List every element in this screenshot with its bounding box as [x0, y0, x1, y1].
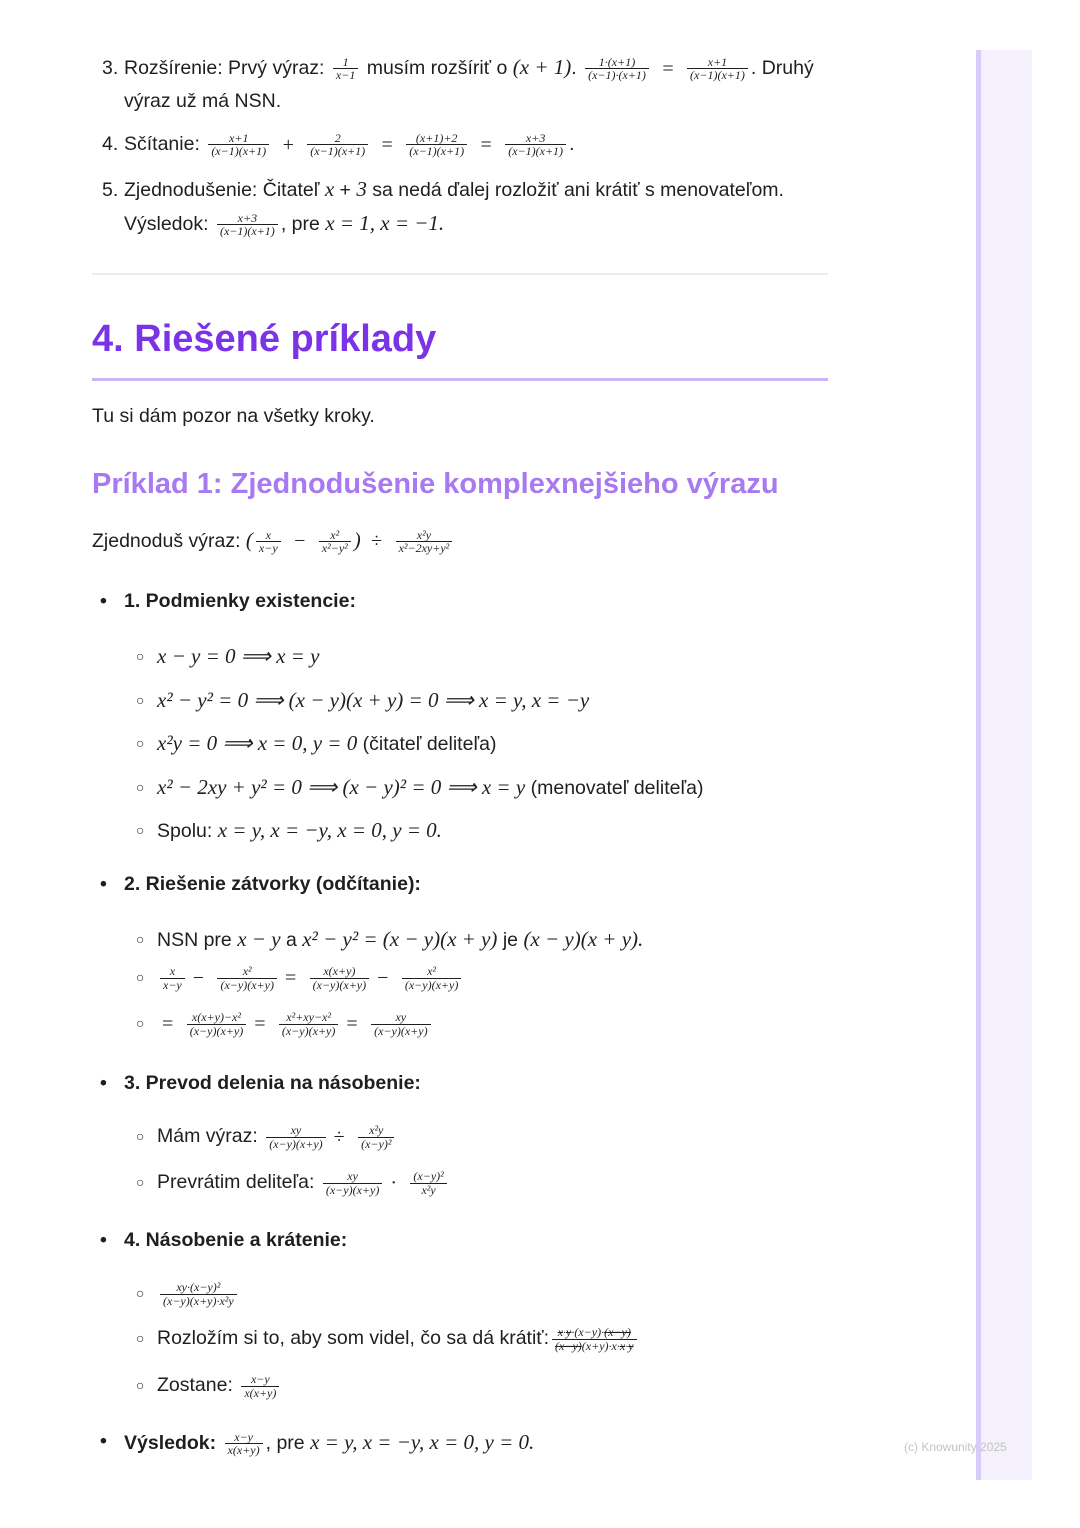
section-title: 4. Riešené príklady — [92, 318, 437, 360]
remaining-line: ○ Zostane: $\frac{x-y}{x(x+y)}$ — [136, 1373, 282, 1399]
copyright: (c) Knowunity 2025 — [904, 1440, 1007, 1454]
right-sidebar — [976, 50, 1032, 1480]
condition-3: ○ x²y = 0 ⟹ x = 0, y = 0 (čitateľ deliteľa) — [136, 731, 496, 756]
example-title: Príklad 1: Zjednodušenie komplexnejšieho výrazu — [92, 468, 779, 500]
subtraction-step-2: ○ = $\frac{\text{x(x+y)−x²}}{(x-y)(x+y)}$ = $\frac{\text{x²+xy−x²}}{(x-y)(x+y)}$ = $\frac{xy}{(x-y)(x+y)}$ — [136, 1011, 434, 1037]
task-statement: Zjednoduš výraz: ( $\frac{x}{x-y}$ − $\frac{\text{x²}}{\text{x²−y²}}$ ) ÷ $\frac{\text{x²y}}{\text{x²−2xy+y²}}$ — [92, 528, 455, 555]
step-3: 3. Rozšírenie: Prvý výraz: $\frac{1}{x-1}$ musím rozšíriť o (x + 1). $\frac{1\cdot(x+1)}{(x-1)\cdot(x+1)}$ = $\frac{x+1}{(x-1)(x+1)}$ . Druhý — [102, 54, 814, 83]
lcd-line: ○ NSN pre x − y a x² − y² = (x − y)(x + y) je (x − y)(x + y). — [136, 927, 643, 952]
bullet-division: • 3. Prevod delenia na násobenie: — [102, 1072, 421, 1095]
condition-4: ○ x² − 2xy + y² = 0 ⟹ (x − y)² = 0 ⟹ x = y (menovateľ deliteľa) — [136, 775, 703, 800]
step-4: 4. Sčítanie: $\frac{x+1}{(x-1)(x+1)}$ + $\frac{2}{(x-1)(x+1)}$ = $\frac{(x+1)+2}{(x-1)(x+1)}$ = $\frac{x+3}{(x-1)(x+1)}$ . — [102, 130, 575, 159]
condition-2: ○ x² − y² = 0 ⟹ (x − y)(x + y) = 0 ⟹ x = y, x = −y — [136, 688, 589, 713]
condition-1: ○ x − y = 0 ⟹ x = y — [136, 644, 319, 669]
bullet-multiplication: • 4. Násobenie a krátenie: — [102, 1229, 347, 1252]
invert-line: ○ Prevrátim deliteľa: $\frac{xy}{(x-y)(x+y)}$ · $\frac{\text{(x−y)²}}{\text{x²y}}$ — [136, 1170, 450, 1196]
title-underline — [92, 378, 828, 381]
step-3-line2: výraz už má NSN. — [124, 90, 282, 112]
bullet-conditions: • 1. Podmienky existencie: — [102, 590, 356, 613]
product-line: ○ $\frac{\text{xy·(x−y)²}}{\text{(x−y)(x+y)·x²y}}$ — [136, 1281, 240, 1307]
condition-total: ○ Spolu: x = y, x = −y, x = 0, y = 0. — [136, 818, 442, 843]
bullet-parentheses: • 2. Riešenie zátvorky (odčítanie): — [102, 873, 421, 896]
final-result: • Výsledok: $\frac{x-y}{x(x+y)}$ , pre x = y, x = −y, x = 0, y = 0. — [102, 1430, 534, 1457]
fraction: $\frac{1}{x-1}$ — [333, 56, 358, 82]
step-5: 5. Zjednodušenie: Čitateľ x + 3 sa nedá ďalej rozložiť ani krátiť s menovateľom. — [102, 177, 784, 201]
section-intro: Tu si dám pozor na všetky kroky. — [92, 405, 375, 427]
step-5-result: Výsledok: $\frac{x+3}{(x-1)(x+1)}$ , pre x = 1, x = −1. — [124, 210, 445, 239]
cancel-line: ○ Rozložím si to, aby som videl, čo sa dá krátiť: $\frac{x\cdot y\cdot(x-y)\cdot(x-y)}{(x-y)(x+y)\cdot x\cdot x\cdot y}$ — [136, 1326, 640, 1352]
subtraction-step-1: ○ $\frac{x}{x-y}$ − $\frac{\text{x²}}{(x-y)(x+y)}$ = $\frac{x(x+y)}{(x-y)(x+y)}$ − $\frac{\text{x²}}{(x-y)(x+y)}$ — [136, 965, 464, 991]
divider — [92, 273, 828, 275]
fraction: $\frac{x+1}{(x-1)(x+1)}$ — [687, 56, 748, 82]
fraction: $\frac{1\cdot(x+1)}{(x-1)\cdot(x+1)}$ — [585, 56, 649, 82]
expression-line: ○ Mám výraz: $\frac{xy}{(x-y)(x+y)}$ ÷ $\frac{\text{x²y}}{\text{(x−y)²}}$ — [136, 1124, 397, 1150]
